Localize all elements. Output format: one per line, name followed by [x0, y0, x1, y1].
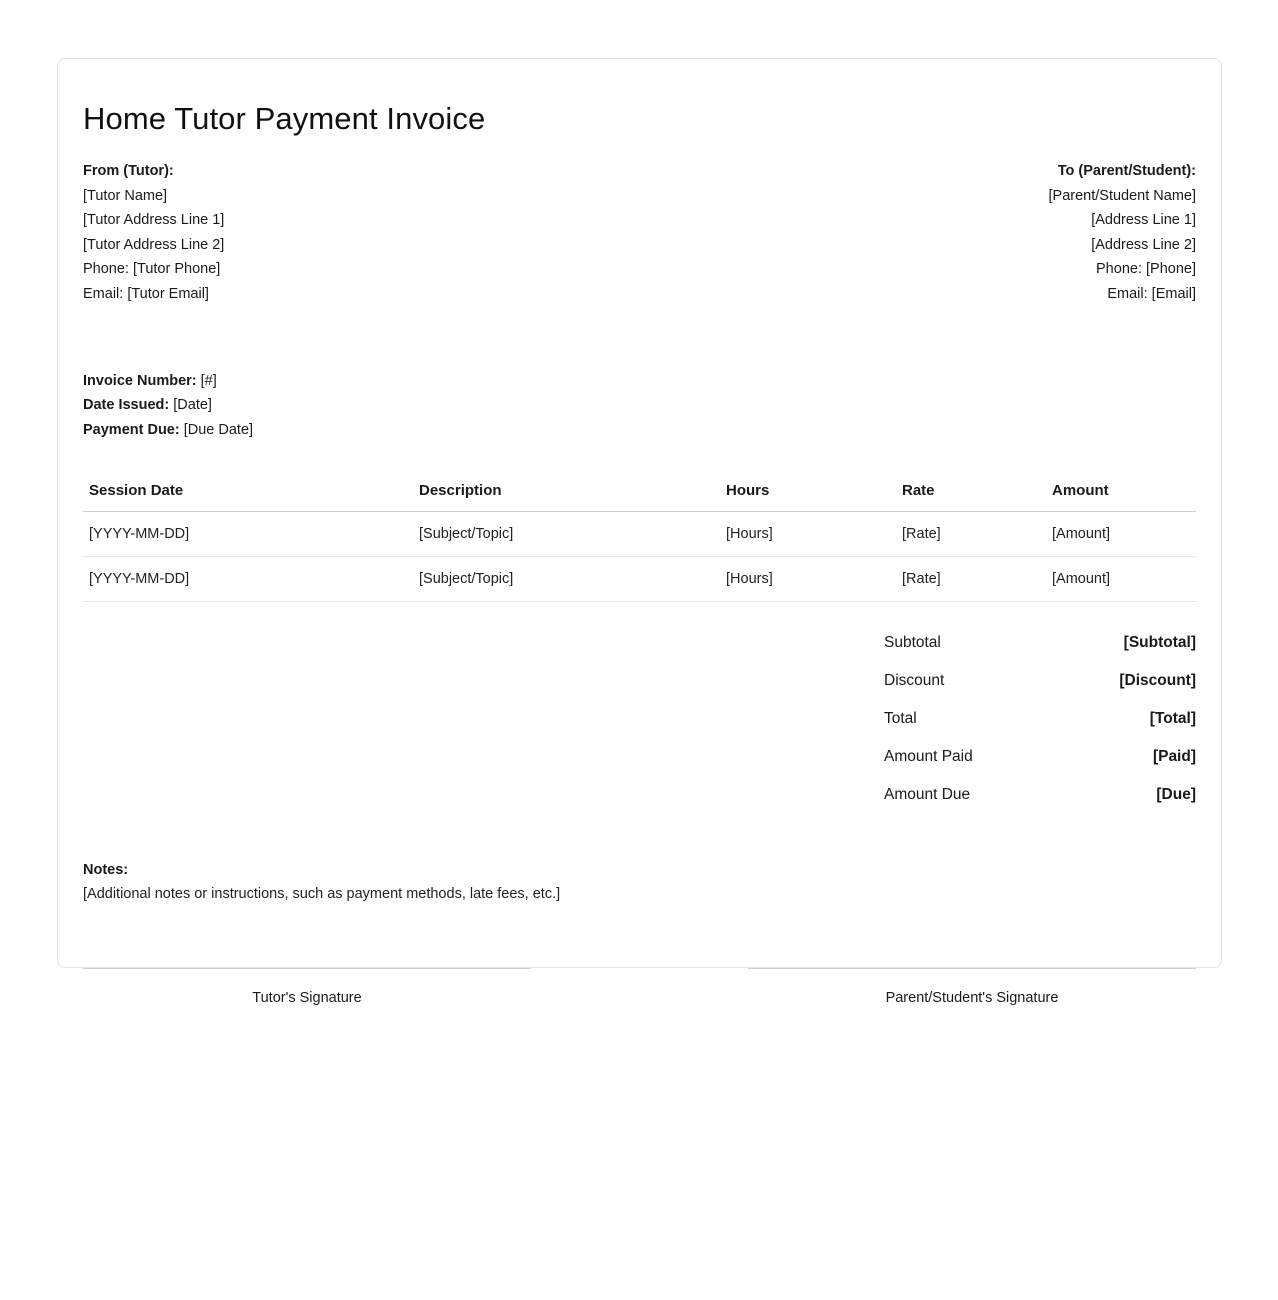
subtotal-value: [Subtotal]	[1123, 634, 1196, 652]
cell-description: [Subject/Topic]	[413, 557, 720, 602]
amount-due-value: [Due]	[1156, 786, 1196, 804]
to-block	[1049, 159, 1197, 307]
amount-due-label: Amount Due	[884, 786, 971, 804]
invoice-meta	[83, 369, 1196, 443]
totals-row-amount-due	[884, 776, 1196, 814]
cell-session-date: [YYYY-MM-DD]	[83, 557, 413, 602]
invoice-card	[57, 58, 1222, 1007]
tutor-signature-label: Tutor's Signature	[252, 990, 362, 1007]
cell-amount: [Amount]	[1046, 512, 1196, 557]
amount-paid-value: [Paid]	[1152, 748, 1196, 766]
to-address-2: [Address Line 2]	[1091, 236, 1196, 253]
totals-row-discount	[884, 662, 1196, 700]
tutor-signature-block	[83, 968, 531, 1006]
totals-row-total	[884, 700, 1196, 738]
total-value: [Total]	[1149, 710, 1196, 728]
sessions-table	[83, 476, 1196, 602]
cell-hours: [Hours]	[720, 512, 896, 557]
to-phone: Phone: [Phone]	[1096, 261, 1196, 278]
total-label: Total	[884, 710, 917, 728]
discount-value: [Discount]	[1119, 672, 1196, 690]
column-header-amount: Amount	[1046, 476, 1196, 512]
cell-rate: [Rate]	[896, 512, 1046, 557]
to-address-1: [Address Line 1]	[1091, 212, 1196, 229]
parent-signature-label: Parent/Student's Signature	[885, 990, 1059, 1007]
from-name: [Tutor Name]	[83, 187, 168, 204]
parent-signature-block	[748, 968, 1196, 1006]
totals-row-subtotal	[884, 624, 1196, 662]
column-header-description: Description	[413, 476, 720, 512]
from-block	[83, 159, 224, 307]
notes-section	[83, 858, 1196, 906]
to-heading: To (Parent/Student):	[1057, 163, 1196, 179]
date-issued-value: [Date]	[173, 397, 212, 414]
date-issued-label: Date Issued:	[83, 397, 170, 414]
page-title: Home Tutor Payment Invoice	[83, 101, 486, 136]
payment-due-row	[83, 418, 1196, 443]
parties-section	[83, 159, 1196, 307]
column-header-rate: Rate	[896, 476, 1046, 512]
table-row	[83, 512, 1196, 557]
payment-due-label: Payment Due:	[83, 421, 180, 438]
table-row	[83, 557, 1196, 602]
date-issued-row	[83, 393, 1196, 418]
from-address-1: [Tutor Address Line 1]	[83, 212, 225, 229]
invoice-number-row	[83, 369, 1196, 394]
table-header-row	[83, 476, 1196, 512]
totals-section	[884, 624, 1196, 814]
notes-body: [Additional notes or instructions, such as payment methods, late fees, etc.]	[83, 886, 561, 903]
cell-rate: [Rate]	[896, 557, 1046, 602]
payment-due-value: [Due Date]	[183, 421, 254, 438]
from-phone: Phone: [Tutor Phone]	[83, 261, 221, 278]
to-email: Email: [Email]	[1107, 285, 1196, 302]
column-header-hours: Hours	[720, 476, 896, 512]
amount-paid-label: Amount Paid	[884, 748, 973, 766]
from-heading: From (Tutor):	[83, 163, 174, 179]
cell-hours: [Hours]	[720, 557, 896, 602]
invoice-number-value: [#]	[200, 372, 217, 389]
signatures-section	[83, 968, 1196, 1006]
subtotal-label: Subtotal	[884, 634, 941, 652]
cell-session-date: [YYYY-MM-DD]	[83, 512, 413, 557]
tutor-signature-line	[83, 968, 531, 970]
cell-amount: [Amount]	[1046, 557, 1196, 602]
cell-description: [Subject/Topic]	[413, 512, 720, 557]
notes-title: Notes:	[83, 862, 129, 879]
to-name: [Parent/Student Name]	[1048, 187, 1196, 204]
column-header-session-date: Session Date	[83, 476, 413, 512]
invoice-number-label: Invoice Number:	[83, 372, 197, 389]
from-address-2: [Tutor Address Line 2]	[83, 236, 225, 253]
totals-row-amount-paid	[884, 738, 1196, 776]
discount-label: Discount	[884, 672, 945, 690]
from-email: Email: [Tutor Email]	[83, 285, 209, 302]
parent-signature-line	[748, 968, 1196, 970]
